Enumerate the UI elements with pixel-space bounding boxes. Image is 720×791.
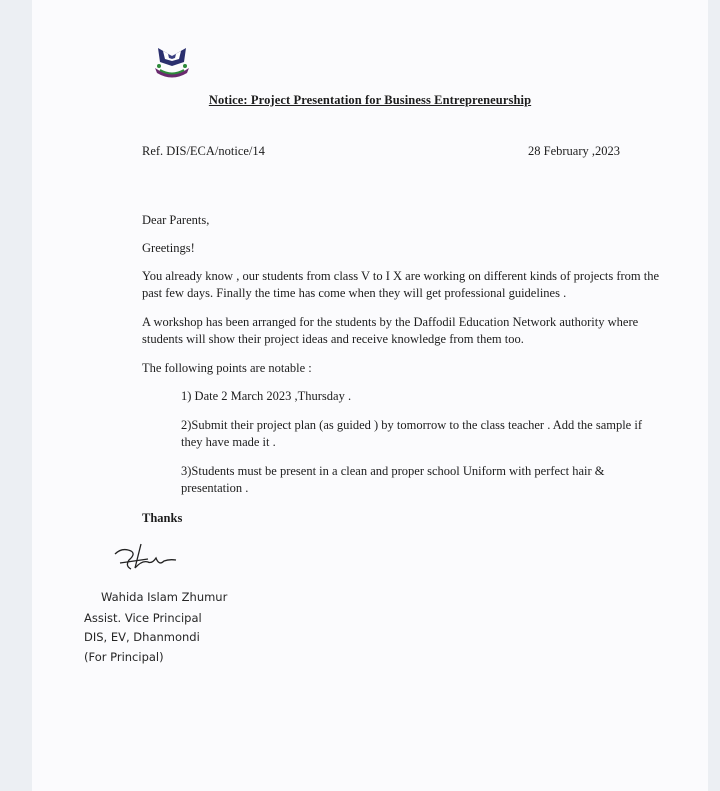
- notice-date: 28 February ,2023: [528, 144, 620, 158]
- paragraph-3: The following points are notable :: [142, 361, 312, 375]
- school-logo: [150, 42, 194, 82]
- point-3: 3)Students must be present in a clean and proper school Uniform with perfect hair & presentation .: [181, 464, 605, 495]
- signature: [112, 538, 192, 580]
- point-1: 1) Date 2 March 2023 ,Thursday .: [181, 389, 352, 403]
- point-2: 2)Submit their project plan (as guided ) by tomorrow to the class teacher . Add the sample if they have made it .: [181, 418, 642, 449]
- signatory-name: Wahida Islam Zhumur: [101, 590, 228, 604]
- notice-page: [32, 0, 708, 791]
- signatory-note: (For Principal): [84, 650, 164, 664]
- notice-title: Notice: Project Presentation for Business Entrepreneurship: [208, 93, 532, 107]
- paragraph-1: You already know , our students from class V to I X are working on different kinds of projects from the past few days. Finally the time has come when they will get professional guidelines .: [142, 269, 660, 300]
- thanks: Thanks: [142, 511, 183, 525]
- reference-number: Ref. DIS/ECA/notice/14: [142, 144, 265, 158]
- signatory-designation: Assist. Vice Principal: [84, 611, 202, 625]
- paragraph-2: A workshop has been arranged for the students by the Daffodil Education Network authority where students will show their project ideas and receive knowledge from them too.: [142, 315, 639, 346]
- salutation: Dear Parents,: [142, 213, 210, 227]
- signatory-institution: DIS, EV, Dhanmondi: [84, 630, 200, 644]
- greeting: Greetings!: [142, 241, 195, 255]
